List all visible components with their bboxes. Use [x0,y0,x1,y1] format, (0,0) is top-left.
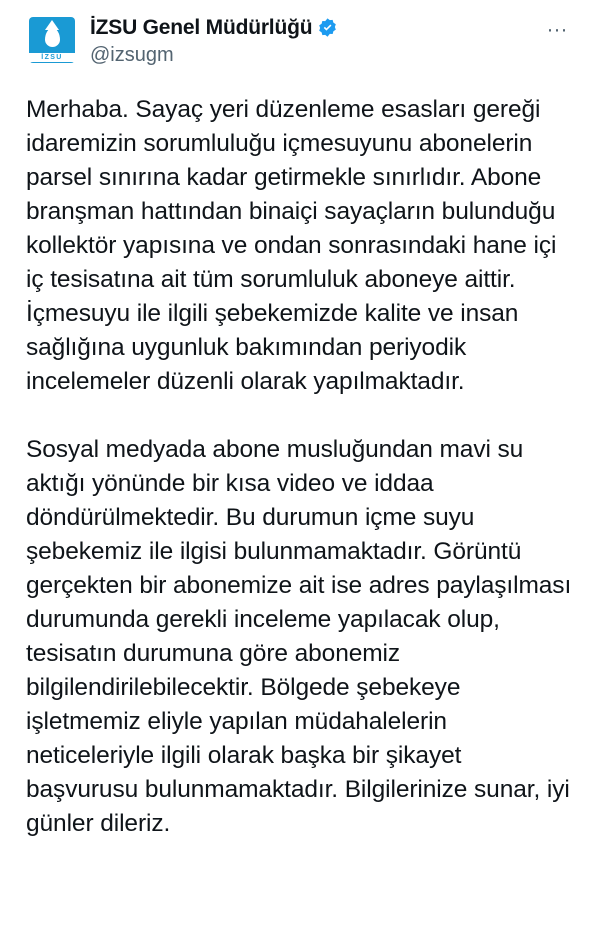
author-name-block [90,14,528,67]
avatar-brand-text: İZSU [29,53,75,62]
tweet-text [26,93,574,841]
tweet-paragraph: Sosyal medyada abone musluğundan mavi su aktığı yönünde bir kısa video ve iddaa döndürülmektedir. Bu durumun içme suyu şebekemiz ile ilgisi bulunmamaktadır. Görüntü gerçekten bir abonemize ait ise adres paylaşılması durumunda gerekli inceleme yapılacak olup, tesisatın durumuna göre abonemiz bilgilendirilebilecektir. Bölgede şebekeye işletmemiz eliyle yapılan müdahalelerin neticeleriyle ilgili olarak başka bir şikayet başvurusu bulunmamaktadır. Bilgilerinize sunar, iyi günler dileriz. [26,436,572,838]
display-name-row [90,15,528,40]
verified-badge-icon [317,17,338,38]
izsu-logo-icon [29,17,75,63]
tweet-paragraph: Merhaba. Sayaç yeri düzenleme esasları gereği idaremizin sorumluluğu içmesuyunu abonelerin parsel sınırına kadar getirmekle sınırlıdır. Abone branşman hattından binaiçi sayaçların bulunduğu kollektör yapısına ve ondan sonrasındaki hane içi iç tesisatına ait tüm sorumluluk aboneye aittir. İçmesuyu ile ilgili şebekemizde kalite ve insan sağlığına uygunluk bakımından periyodik incelemeler düzenli olarak yapılmaktadır. [26,96,557,396]
water-drop-icon [45,28,60,47]
more-options-icon[interactable]: ··· [546,17,568,41]
avatar[interactable] [26,14,78,66]
tweet-header [26,14,574,67]
author-handle: @izsugm [90,44,174,67]
author-display-name: İZSU Genel Müdürlüğü [90,16,313,39]
